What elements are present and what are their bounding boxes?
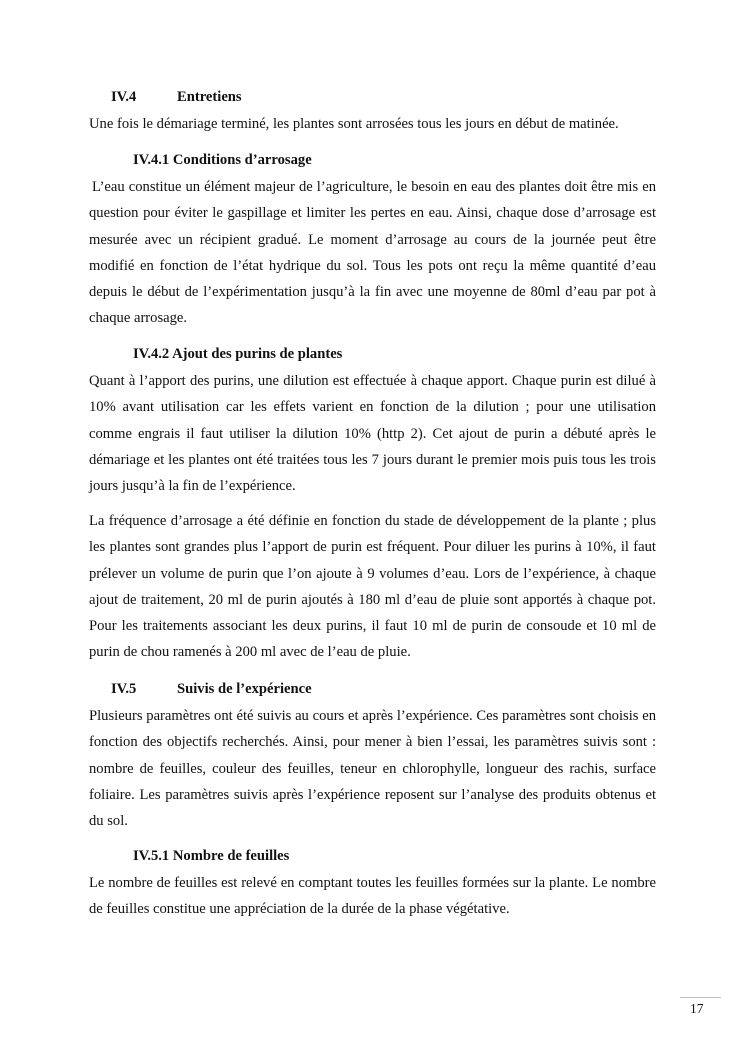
paragraph-purins-1: Quant à l’apport des purins, une dilution est effectuée à chaque apport. Chaque purin est dilué à 10% avant utilisation car les effets varient en fonction de la dilution ; pour une utilisation comme engrais il faut utiliser la dilution 10% (http 2). Cet ajout de purin a débuté après le démariage et les plantes ont été traitées tous les 7 jours durant le premier mois puis tous les trois jours jusqu’à la fin de l’expérience. xyxy=(89,373,656,495)
subsection-heading-iv42: IV.4.2 Ajout des purins de plantes xyxy=(133,346,343,362)
section-title: Suivis de l’expérience xyxy=(177,681,312,697)
paragraph-purins-2: La fréquence d’arrosage a été définie en fonction du stade de développement de la plante ; plus les plantes sont grandes plus l’apport de purin est fréquent. Pour diluer les purins à 10%, il faut prélever un volume de purin que l’on ajoute à 9 volumes d’eau. Lors de l’expérience, à chaque ajout de traitement, 20 ml de purin ajoutés à 180 ml d’eau de pluie sont apportés à chaque pot. Pour les traitements associant les deux purins, il faut 10 ml de purin de consoude et 10 ml de purin de chou ramenés à 200 ml avec de l’eau de pluie. xyxy=(89,513,656,661)
section-heading-iv4 xyxy=(111,88,242,106)
subsection-heading-iv51: IV.5.1 Nombre de feuilles xyxy=(133,848,290,864)
section-title: Entretiens xyxy=(177,89,242,105)
paragraph-arrosage: L’eau constitue un élément majeur de l’agriculture, le besoin en eau des plantes doit être mis en question pour éviter le gaspillage et limiter les pertes en eau. Ainsi, chaque dose d’arrosage est mesurée avec un récipient gradué. Le moment d’arrosage au cours de la journée peut être modifié en fonction de l’état hydrique du sol. Tous les pots ont reçu la même quantité d’eau depuis le début de l’expérimentation jusqu’à la fin avec une moyenne de 80ml d’eau par pot à chaque arrosage. xyxy=(89,179,656,327)
section-number: IV.5 xyxy=(111,681,137,697)
subsection-heading-iv41: IV.4.1 Conditions d’arrosage xyxy=(133,152,312,168)
paragraph-nombre-feuilles: Le nombre de feuilles est relevé en comptant toutes les feuilles formées sur la plante. Le nombre de feuilles constitue une appréciation de la durée de la phase végétative. xyxy=(89,875,656,918)
page-number: 17 xyxy=(690,1001,704,1016)
section-number: IV.4 xyxy=(111,89,137,105)
paragraph-suivis: Plusieurs paramètres ont été suivis au cours et après l’expérience. Ces paramètres sont choisis en fonction des objectifs recherchés. Ainsi, pour mener à bien l’essai, les paramètres suivis sont : nombre de feuilles, couleur des feuilles, teneur en chlorophylle, longueur des rachis, surface foliaire. Les paramètres suivis après l’expérience reposent sur l’analyse des produits obtenus et du sol. xyxy=(89,708,656,830)
paragraph-entretiens: Une fois le démariage terminé, les plantes sont arrosées tous les jours en début de matinée. xyxy=(89,116,619,132)
footer-divider xyxy=(680,997,721,998)
section-heading-iv5 xyxy=(111,680,312,698)
